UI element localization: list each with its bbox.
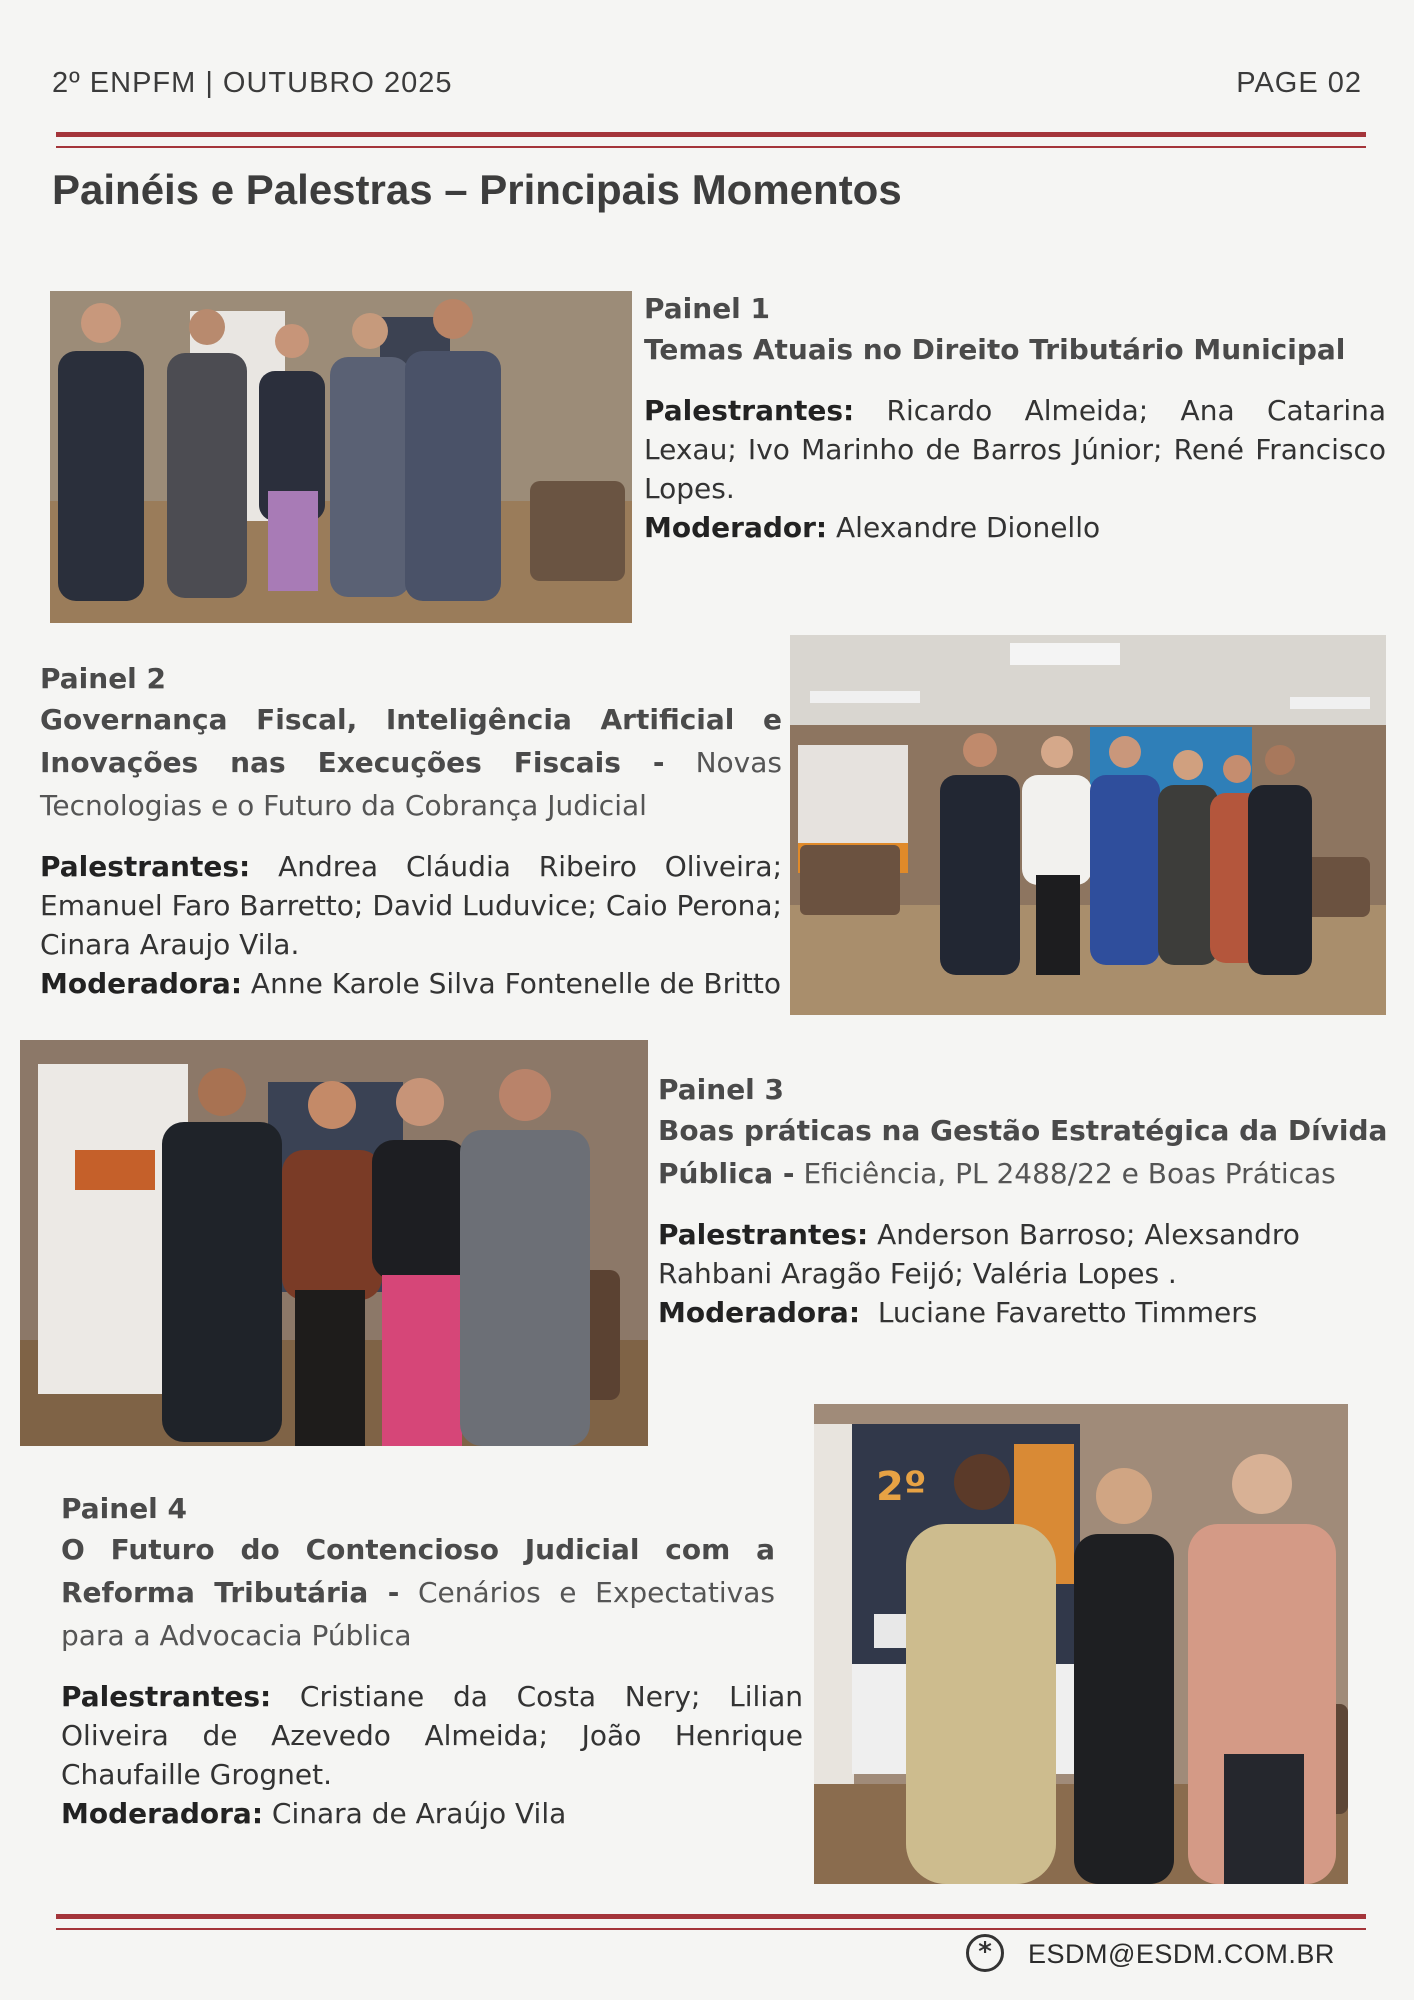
moderator-label: Moderadora: [61, 1797, 264, 1830]
panel-1-photo [50, 291, 632, 623]
speakers [644, 391, 1386, 508]
moderator-name: Cinara de Araújo Vila [271, 1797, 567, 1830]
speakers-names: Anderson Barroso; Alexsandro Rahbani Aragão Feijó; Valéria Lopes . [658, 1218, 1300, 1290]
panel-number: Painel 1 [644, 292, 771, 325]
panel-title [40, 698, 782, 827]
moderator-label: Moderador: [644, 511, 828, 544]
panel-number: Painel 3 [658, 1073, 785, 1106]
footer-email[interactable]: ESDM@ESDM.COM.BR [1028, 1939, 1335, 1969]
moderator [658, 1293, 1400, 1332]
speakers-label: Palestrantes: [61, 1680, 272, 1713]
panel-title: Temas Atuais no Direito Tributário Municipal [644, 333, 1346, 366]
panel-4-photo [814, 1404, 1348, 1884]
panel-subtitle: Eficiência, PL 2488/22 e Boas Práticas [794, 1157, 1336, 1190]
moderator-name: Anne Karole Silva Fontenelle de Britto [250, 967, 781, 1000]
speakers-names: Andrea Cláudia Ribeiro Oliveira; Emanuel Faro Barretto; David Luduvice; Caio Perona; Cinara Araujo Vila. [40, 850, 783, 961]
moderator-label: Moderadora: [40, 967, 243, 1000]
panel-3-photo [20, 1040, 648, 1446]
panel-3-text [658, 1070, 1400, 1332]
footer-rule-thin [56, 1928, 1366, 1930]
speakers-names: Ricardo Almeida; Ana Catarina Lexau; Ivo Marinho de Barros Júnior; René Francisco Lopes. [644, 394, 1386, 505]
moderator-name: Luciane Favaretto Timmers [877, 1296, 1258, 1329]
panel-title-main: O Futuro do Contencioso Judicial com a Reforma Tributária - [61, 1533, 775, 1609]
speakers-names: Cristiane da Costa Nery; Lilian Oliveira de Azevedo Almeida; João Henrique Chaufaille Grognet. [61, 1680, 803, 1791]
asterisk-circle-icon: * [966, 1934, 1004, 1972]
banner-big-number: 2º [876, 1464, 927, 1510]
panel-subtitle: Novas Tecnologias e o Futuro da Cobrança Judicial [40, 746, 782, 822]
moderator [61, 1794, 803, 1833]
panel-number: Painel 4 [61, 1492, 188, 1525]
speakers-label: Palestrantes: [658, 1218, 869, 1251]
header-rule-thick [56, 132, 1366, 137]
page-title: Painéis e Palestras – Principais Momentos [52, 166, 902, 213]
panel-title-main: Governança Fiscal, Inteligência Artificial e Inovações nas Execuções Fiscais - [40, 703, 782, 779]
panel-title [658, 1109, 1400, 1195]
panel-4-text [61, 1489, 803, 1833]
panel-subtitle: Cenários e Expectativas para a Advocacia Pública [61, 1576, 775, 1652]
moderator-label: Moderadora: [658, 1296, 861, 1329]
header-page-number: PAGE 02 [1236, 67, 1362, 99]
panel-title-main: Boas práticas na Gestão Estratégica da Dívida Pública - [658, 1114, 1388, 1190]
panel-2-photo [790, 635, 1386, 1015]
header-rule-thin [56, 146, 1366, 148]
panel-2-text [40, 659, 782, 1003]
speakers [40, 847, 782, 964]
speakers [61, 1677, 803, 1794]
speakers-label: Palestrantes: [644, 394, 855, 427]
panel-number: Painel 2 [40, 662, 167, 695]
header-edition: 2º ENPFM | OUTUBRO 2025 [52, 67, 453, 99]
footer-rule-thick [56, 1914, 1366, 1919]
panel-1-text [644, 289, 1386, 547]
panel-title [61, 1528, 775, 1657]
speakers-label: Palestrantes: [40, 850, 251, 883]
speakers [658, 1215, 1400, 1293]
moderator [644, 508, 1386, 547]
moderator [40, 964, 782, 1003]
moderator-name: Alexandre Dionello [836, 511, 1101, 544]
